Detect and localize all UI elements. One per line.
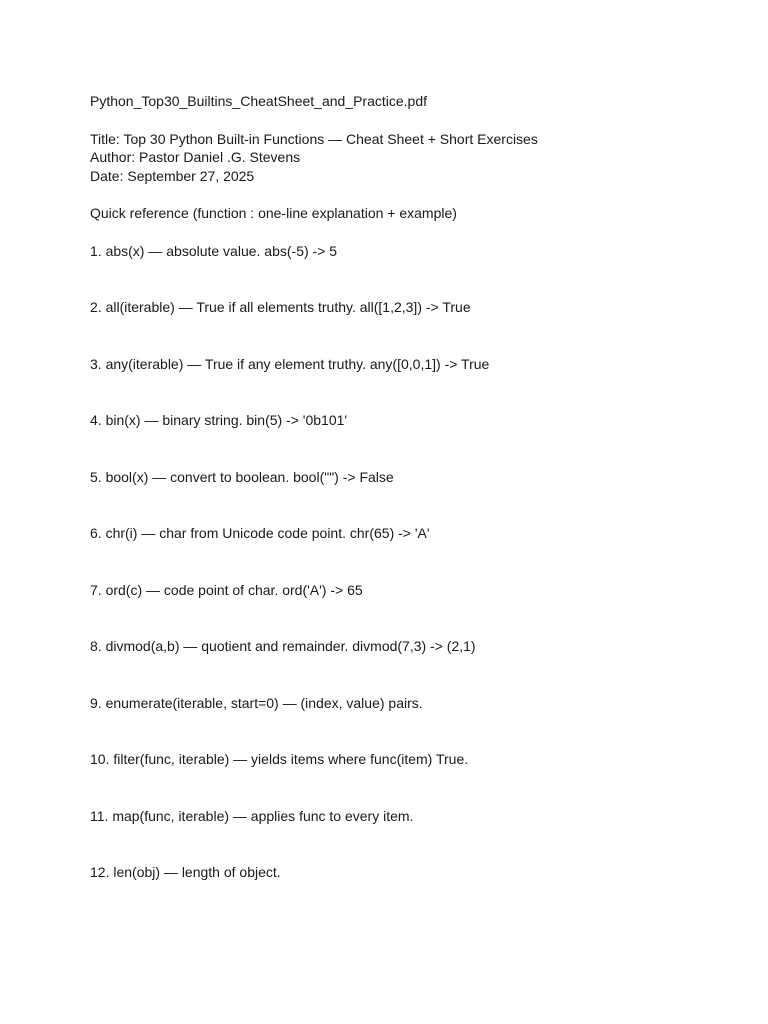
list-item: 2. all(iterable) — True if all elements truthy. all([1,2,3]) -> True (90, 299, 471, 315)
document-metadata (90, 130, 730, 186)
document-filename: Python_Top30_Builtins_CheatSheet_and_Practice.pdf (90, 93, 428, 109)
document-page (90, 92, 730, 920)
document-author: Author: Pastor Daniel .G. Stevens (90, 149, 301, 165)
list-item: 11. map(func, iterable) — applies func to every item. (90, 807, 414, 824)
list-item: 6. chr(i) — char from Unicode code point. chr(65) -> 'A' (90, 525, 430, 541)
document-title: Title: Top 30 Python Built-in Functions — Cheat Sheet + Short Exercises (90, 130, 538, 147)
document-date: Date: September 27, 2025 (90, 167, 255, 184)
list-item: 8. divmod(a,b) — quotient and remainder. divmod(7,3) -> (2,1) (90, 638, 476, 654)
list-item: 5. bool(x) — convert to boolean. bool("") -> False (90, 468, 394, 485)
quick-reference-heading: Quick reference (function : one-line explanation + example) (90, 205, 457, 221)
list-item: 10. filter(func, iterable) — yields items where func(item) True. (90, 751, 469, 767)
list-item: 4. bin(x) — binary string. bin(5) -> '0b101' (90, 412, 348, 428)
list-item: 3. any(iterable) — True if any element truthy. any([0,0,1]) -> True (90, 355, 490, 372)
list-item: 7. ord(c) — code point of char. ord('A') -> 65 (90, 581, 363, 598)
list-item: 12. len(obj) — length of object. (90, 864, 281, 880)
list-item: 9. enumerate(iterable, start=0) — (index, value) pairs. (90, 694, 423, 711)
quick-reference-list (90, 242, 730, 882)
list-item: 1. abs(x) — absolute value. abs(-5) -> 5 (90, 242, 338, 259)
